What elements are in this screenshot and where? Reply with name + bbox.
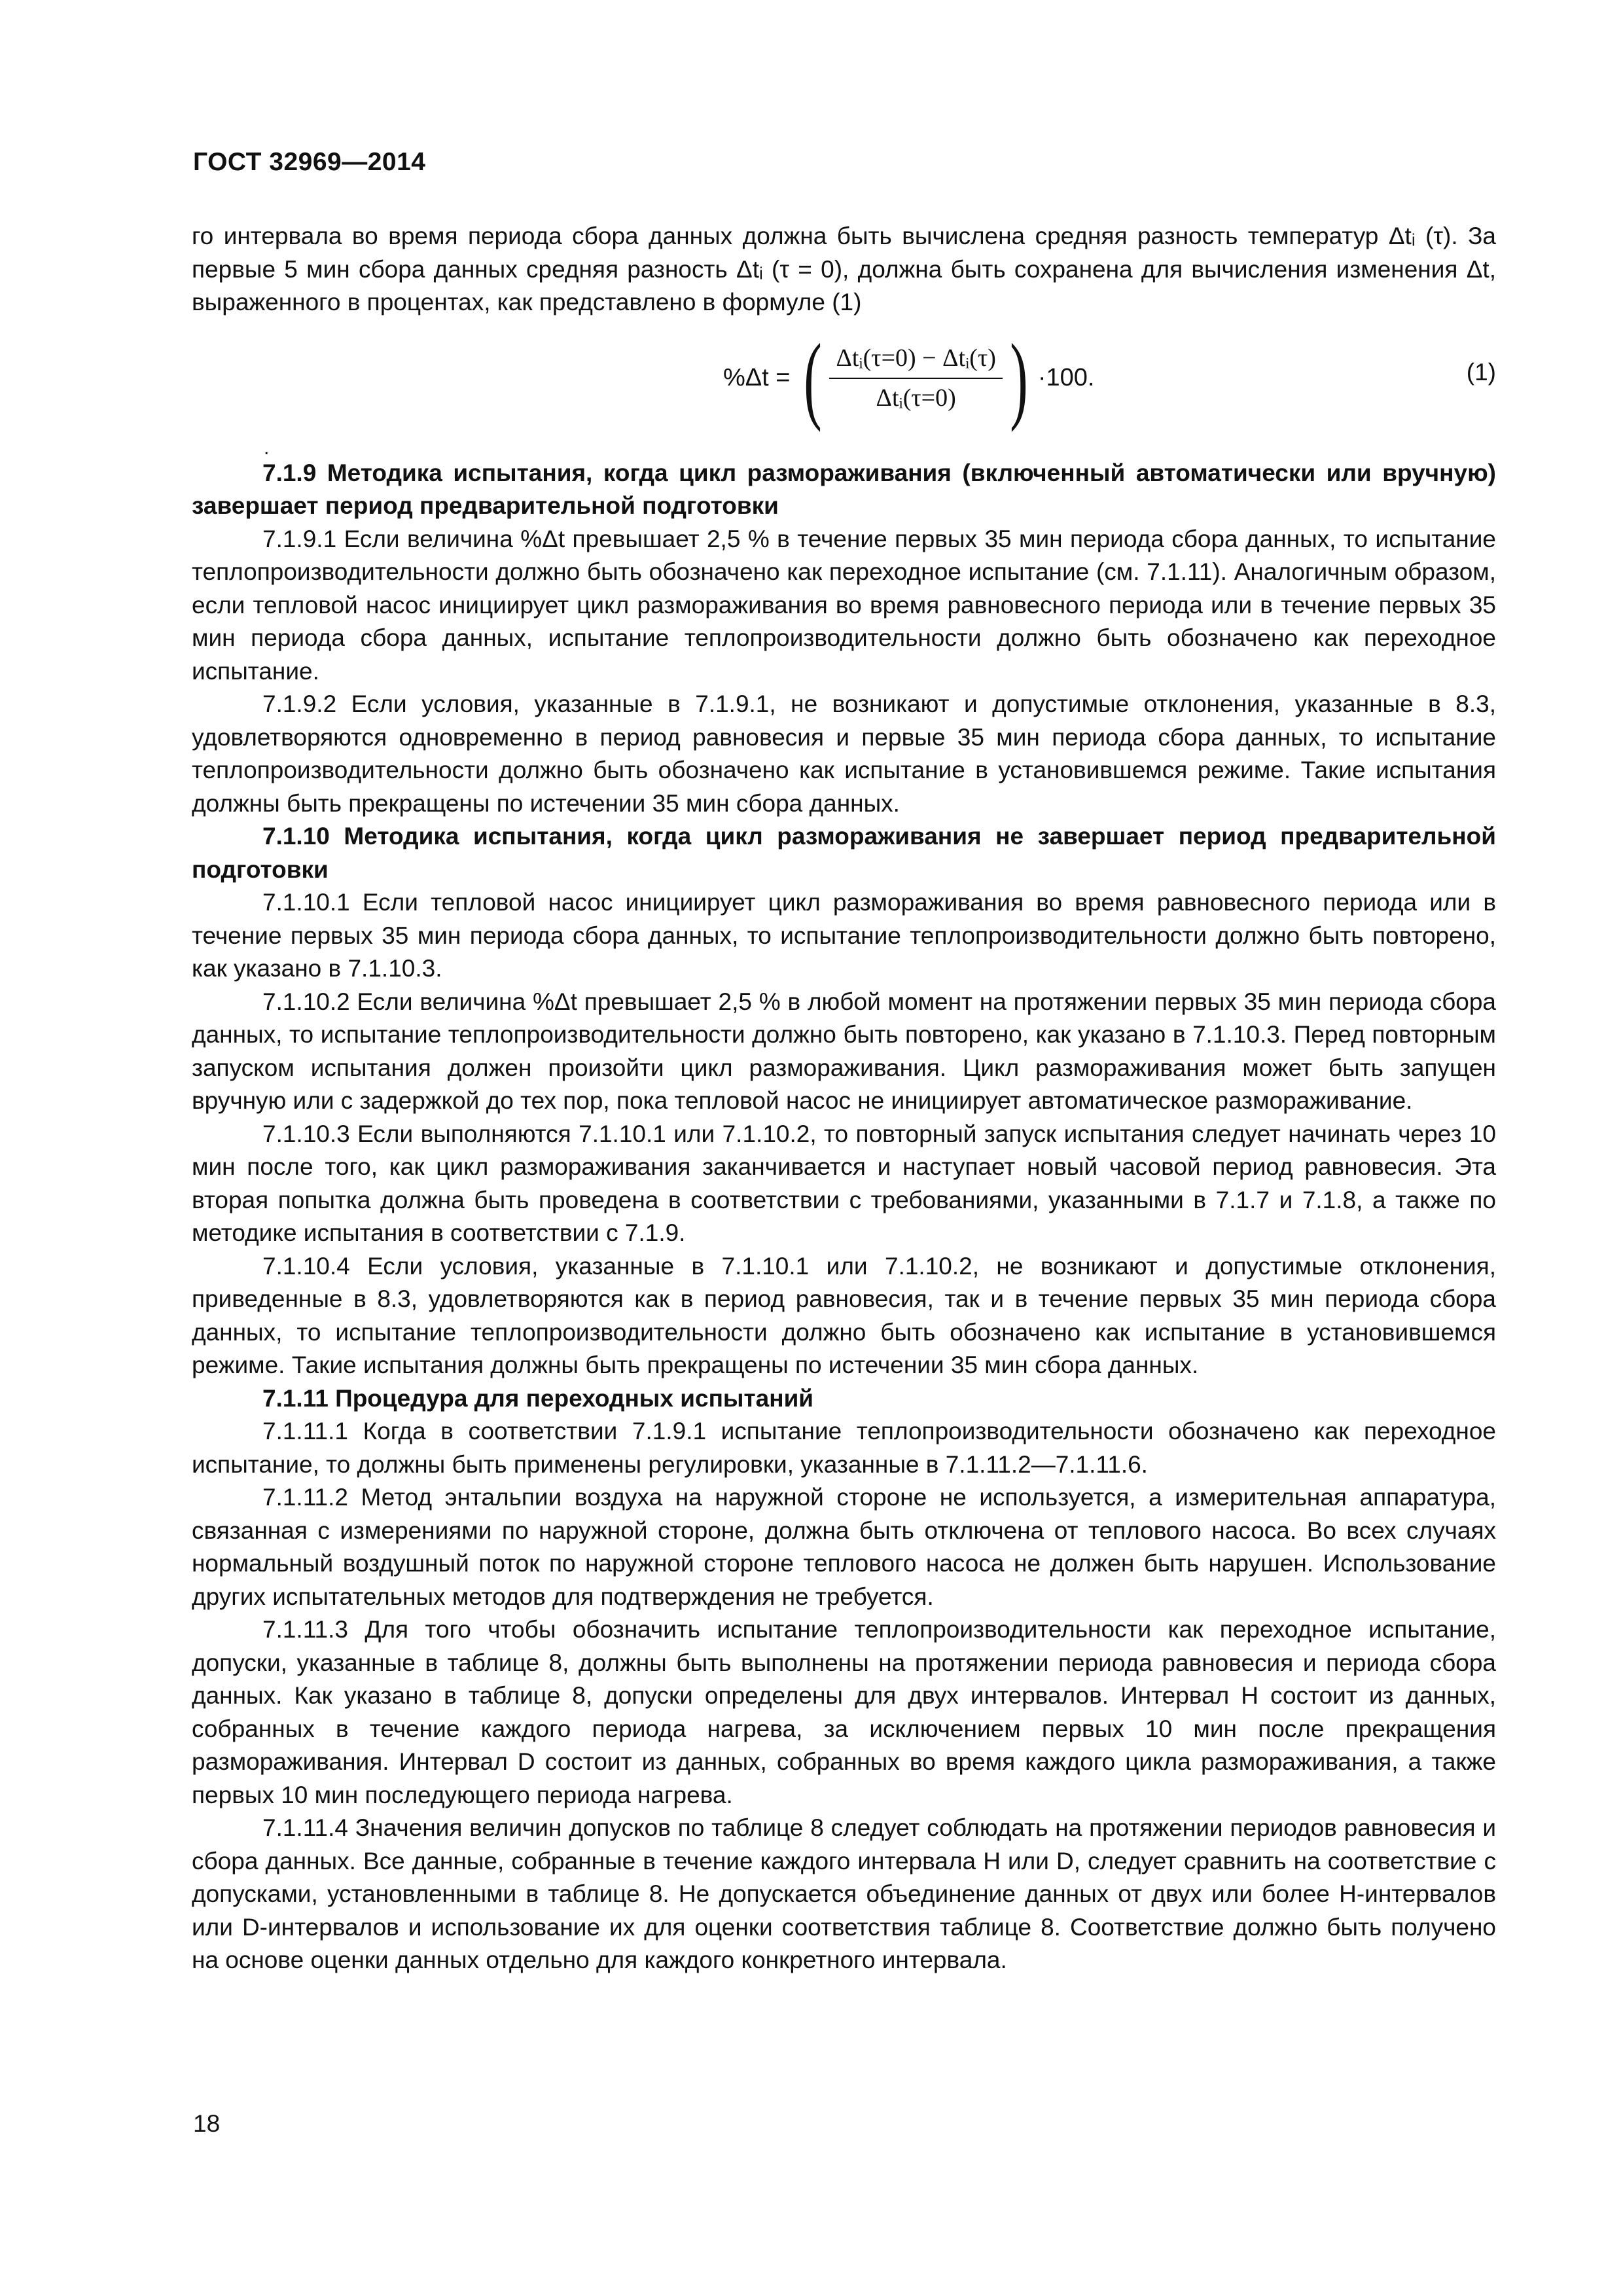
- formula-denominator: Δtᵢ(τ=0): [876, 384, 956, 412]
- paragraph: 7.1.9.1 Если величина %Δt превышает 2,5 % в течение первых 35 мин периода сбора данных, то испытание теплопроизводительности должно быть обозначено как переходное испытание (см. 7.1.11). Аналогичным образом, если тепловой насос инициирует цикл размораживания во время равновесного периода или в течение первых 35 мин периода сбора данных, испытание теплопроизводительности должно быть обозначено как переходное испытание.: [192, 525, 1496, 685]
- formula-numerator: Δtᵢ(τ=0) − Δtᵢ(τ): [829, 342, 1002, 379]
- page-number: 18: [193, 2110, 221, 2137]
- section-heading: 7.1.11 Процедура для переходных испытаний: [262, 1384, 814, 1412]
- document-header: ГОСТ 32969—2014: [193, 148, 426, 176]
- left-paren: (: [804, 323, 823, 433]
- paragraph-list: [192, 457, 1496, 1977]
- stray-mark: .: [264, 437, 270, 459]
- right-paren: ): [1010, 323, 1028, 433]
- paragraph: 7.1.10.3 Если выполняются 7.1.10.1 или 7.1.10.2, то повторный запуск испытания следует начинать через 10 мин после того, как цикл размораживания заканчивается и наступает новый часовой период равновесия. Эта вторая попытка должна быть проведена в соответствии с требованиями, указанными в 7.1.7 и 7.1.8, а также по методике испытания в соответствии с 7.1.9.: [192, 1120, 1496, 1246]
- section-heading: 7.1.9 Методика испытания, когда цикл размораживания (включенный автоматически или вручную) завершает период предварительной подготовки: [192, 459, 1496, 519]
- paragraph: 7.1.11.2 Метод энтальпии воздуха на наружной стороне не используется, а измерительная аппаратура, связанная с измерениями по наружной стороне, должна быть отключена от теплового насоса. Во всех случаях нормальный воздушный поток по наружной стороне теплового насоса не должен быть нарушен. Использование других испытательных методов для подтверждения не требуется.: [192, 1484, 1496, 1610]
- formula-lhs: %Δt =: [723, 364, 791, 392]
- paragraph: 7.1.11.3 Для того чтобы обозначить испытание теплопроизводительности как переходное испытание, допуски, указанные в таблице 8, должны быть выполнены на протяжении периода равновесия и периода сбора данных. Как указано в таблице 8, допуски определены для двух интервалов. Интервал H состоит из данных, собранных в течение каждого периода нагрева, за исключением первых 10 мин после прекращения размораживания. Интервал D состоит из данных, собранных во время каждого цикла размораживания, а также первых 10 мин последующего периода нагрева.: [192, 1616, 1496, 1808]
- paragraph: 7.1.11.1 Когда в соответствии 7.1.9.1 испытание теплопроизводительности обозначено как переходное испытание, то должны быть применены регулировки, указанные в 7.1.11.2—7.1.11.6.: [192, 1418, 1496, 1478]
- intro-paragraph: го интервала во время периода сбора данных должна быть вычислена средняя разность температур Δtᵢ (τ). За первые 5 мин сбора данных средняя разность Δtᵢ (τ = 0), должна быть сохранена для вычисления изменения Δt, выраженного в процентах, как представлено в формуле (1): [192, 223, 1496, 315]
- formula-fraction: [829, 342, 1002, 414]
- document-body: [192, 220, 1496, 1977]
- paragraph: 7.1.10.1 Если тепловой насос инициирует цикл размораживания во время равновесного периода или в течение первых 35 мин периода сбора данных, то испытание теплопроизводительности должно быть повторено, как указано в 7.1.10.3.: [192, 889, 1496, 982]
- equation-number: (1): [1466, 358, 1496, 386]
- paragraph: 7.1.10.4 Если условия, указанные в 7.1.10.1 или 7.1.10.2, не возникают и допустимые отклонения, приведенные в 8.3, удовлетворяются как в период равновесия, так и в течение первых 35 мин периода сбора данных, то испытание теплопроизводительности должно быть обозначено как испытание в установившемся режиме. Такие испытания должны быть прекращены по истечении 35 мин сбора данных.: [192, 1252, 1496, 1378]
- paragraph: 7.1.10.2 Если величина %Δt превышает 2,5 % в любой момент на протяжении первых 35 мин периода сбора данных, то испытание теплопроизводительности должно быть повторено, как указано в 7.1.10.3. Перед повторным запуском испытания должен произойти цикл размораживания. Цикл размораживания может быть запущен вручную или с задержкой до тех пор, пока тепловой насос не инициирует автоматическое размораживание.: [192, 988, 1496, 1114]
- formula-tail: ·100.: [1037, 364, 1095, 392]
- paragraph: 7.1.9.2 Если условия, указанные в 7.1.9.1, не возникают и допустимые отклонения, указанные в 8.3, удовлетворяются одновременно в период равновесия и первые 35 мин периода сбора данных, то испытание теплопроизводительности должно быть обозначено как испытание в установившемся режиме. Такие испытания должны быть прекращены по истечении 35 мин сбора данных.: [192, 691, 1496, 817]
- formula-block: [192, 323, 1496, 459]
- section-heading: 7.1.10 Методика испытания, когда цикл размораживания не завершает период предварительной подготовки: [192, 823, 1496, 883]
- formula-1: [723, 323, 1095, 433]
- paragraph: 7.1.11.4 Значения величин допусков по таблице 8 следует соблюдать на протяжении периодов равновесия и сбора данных. Все данные, собранные в течение каждого интервала H или D, следует сравнить на соответствие с допусками, установленными в таблице 8. Не допускается объединение данных от двух или более H-интервалов или D-интервалов и использование их для оценки соответствия таблице 8. Соответствие должно быть получено на основе оценки данных отдельно для каждого конкретного интервала.: [192, 1814, 1496, 1973]
